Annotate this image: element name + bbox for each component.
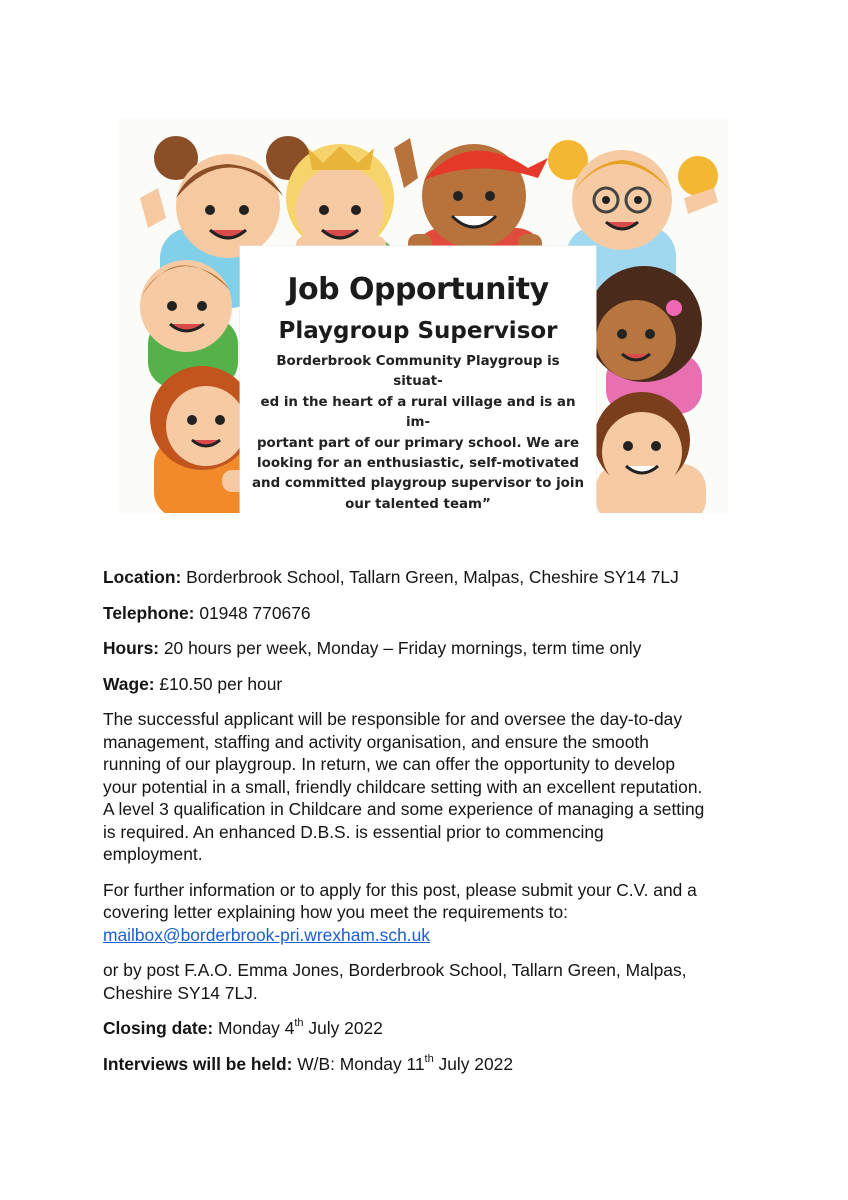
wage-value: £10.50 per hour — [159, 673, 283, 694]
apply-paragraph — [103, 879, 763, 947]
telephone-label: Telephone: — [103, 602, 195, 623]
poster-blurb-line: portant part of our primary school. We are — [256, 435, 580, 451]
closing-date-label: Closing date: — [103, 1018, 214, 1038]
wage-line — [103, 673, 763, 696]
description-line: employment. — [103, 844, 203, 864]
interview-date-suffix: th — [424, 1052, 434, 1065]
child-redhair-girl — [150, 366, 254, 513]
apply-line: For further information or to apply for this post, please submit your C.V. and a — [103, 879, 697, 900]
post-line: or by post F.A.O. Emma Jones, Borderbrook School, Tallarn Green, Malpas, — [103, 960, 687, 980]
closing-date-month: July 2022 — [303, 1018, 383, 1038]
hours-line — [103, 637, 763, 660]
poster-blurb — [250, 352, 586, 513]
poster-subtitle: Playgroup Supervisor — [278, 318, 558, 344]
post-paragraph — [103, 959, 763, 1004]
poster-blurb-line: looking for an enthusiastic, self-motivated — [257, 456, 579, 472]
interview-date-day: W/B: Monday 11 — [297, 1053, 425, 1074]
interview-date-label: Interviews will be held: — [103, 1053, 293, 1074]
description-line: your potential in a small, friendly childcare setting with an excellent reputation. — [103, 776, 703, 797]
closing-date-day: Monday 4 — [218, 1018, 295, 1038]
location-label: Location: — [103, 567, 182, 587]
description-line: is required. An enhanced D.B.S. is essential prior to commencing — [103, 821, 604, 842]
telephone-value: 01948 770676 — [199, 602, 311, 623]
telephone-line — [103, 602, 763, 625]
closing-date-line — [103, 1017, 763, 1040]
description-line: running of our playgroup. In return, we can offer the opportunity to develop — [103, 754, 676, 774]
description-line: A level 3 qualification in Childcare and some experience of managing a setting — [103, 799, 705, 819]
interview-date-line — [103, 1053, 763, 1076]
job-details — [103, 566, 763, 1088]
interview-date-value — [297, 1054, 513, 1074]
description-paragraph — [103, 708, 763, 866]
description-line: The successful applicant will be responsible for and oversee the day-to-day — [103, 709, 683, 729]
poster-blurb-line: ed in the heart of a rural village and is an im- — [260, 394, 576, 431]
apply-line: covering letter explaining how you meet the requirements to: — [103, 902, 568, 922]
hours-label: Hours: — [103, 638, 160, 658]
poster-illustration — [118, 118, 728, 513]
hours-value: 20 hours per week, Monday – Friday mornings, term time only — [163, 638, 642, 658]
child-curly-girl — [586, 266, 702, 414]
description-line: management, staffing and activity organisation, and ensure the smooth — [103, 731, 649, 752]
closing-date-value — [218, 1018, 383, 1038]
poster-blurb-line: Borderbrook Community Playgroup is situat- — [276, 354, 560, 390]
closing-date-suffix: th — [294, 1017, 304, 1030]
email-link[interactable]: mailbox@borderbrook-pri.wrexham.sch.uk — [103, 924, 430, 945]
poster-blurb-line: and committed playgroup supervisor to join — [252, 476, 584, 492]
poster-blurb-line: our talented team” — [345, 496, 491, 512]
poster-title: Job Opportunity — [287, 272, 549, 307]
post-line: Cheshire SY14 7LJ. — [103, 982, 258, 1003]
wage-label: Wage: — [103, 673, 155, 694]
location-line — [103, 566, 763, 589]
interview-date-month: July 2022 — [433, 1053, 513, 1074]
location-value: Borderbrook School, Tallarn Green, Malpas, Cheshire SY14 7LJ — [186, 567, 679, 587]
poster-text-panel — [240, 246, 596, 513]
